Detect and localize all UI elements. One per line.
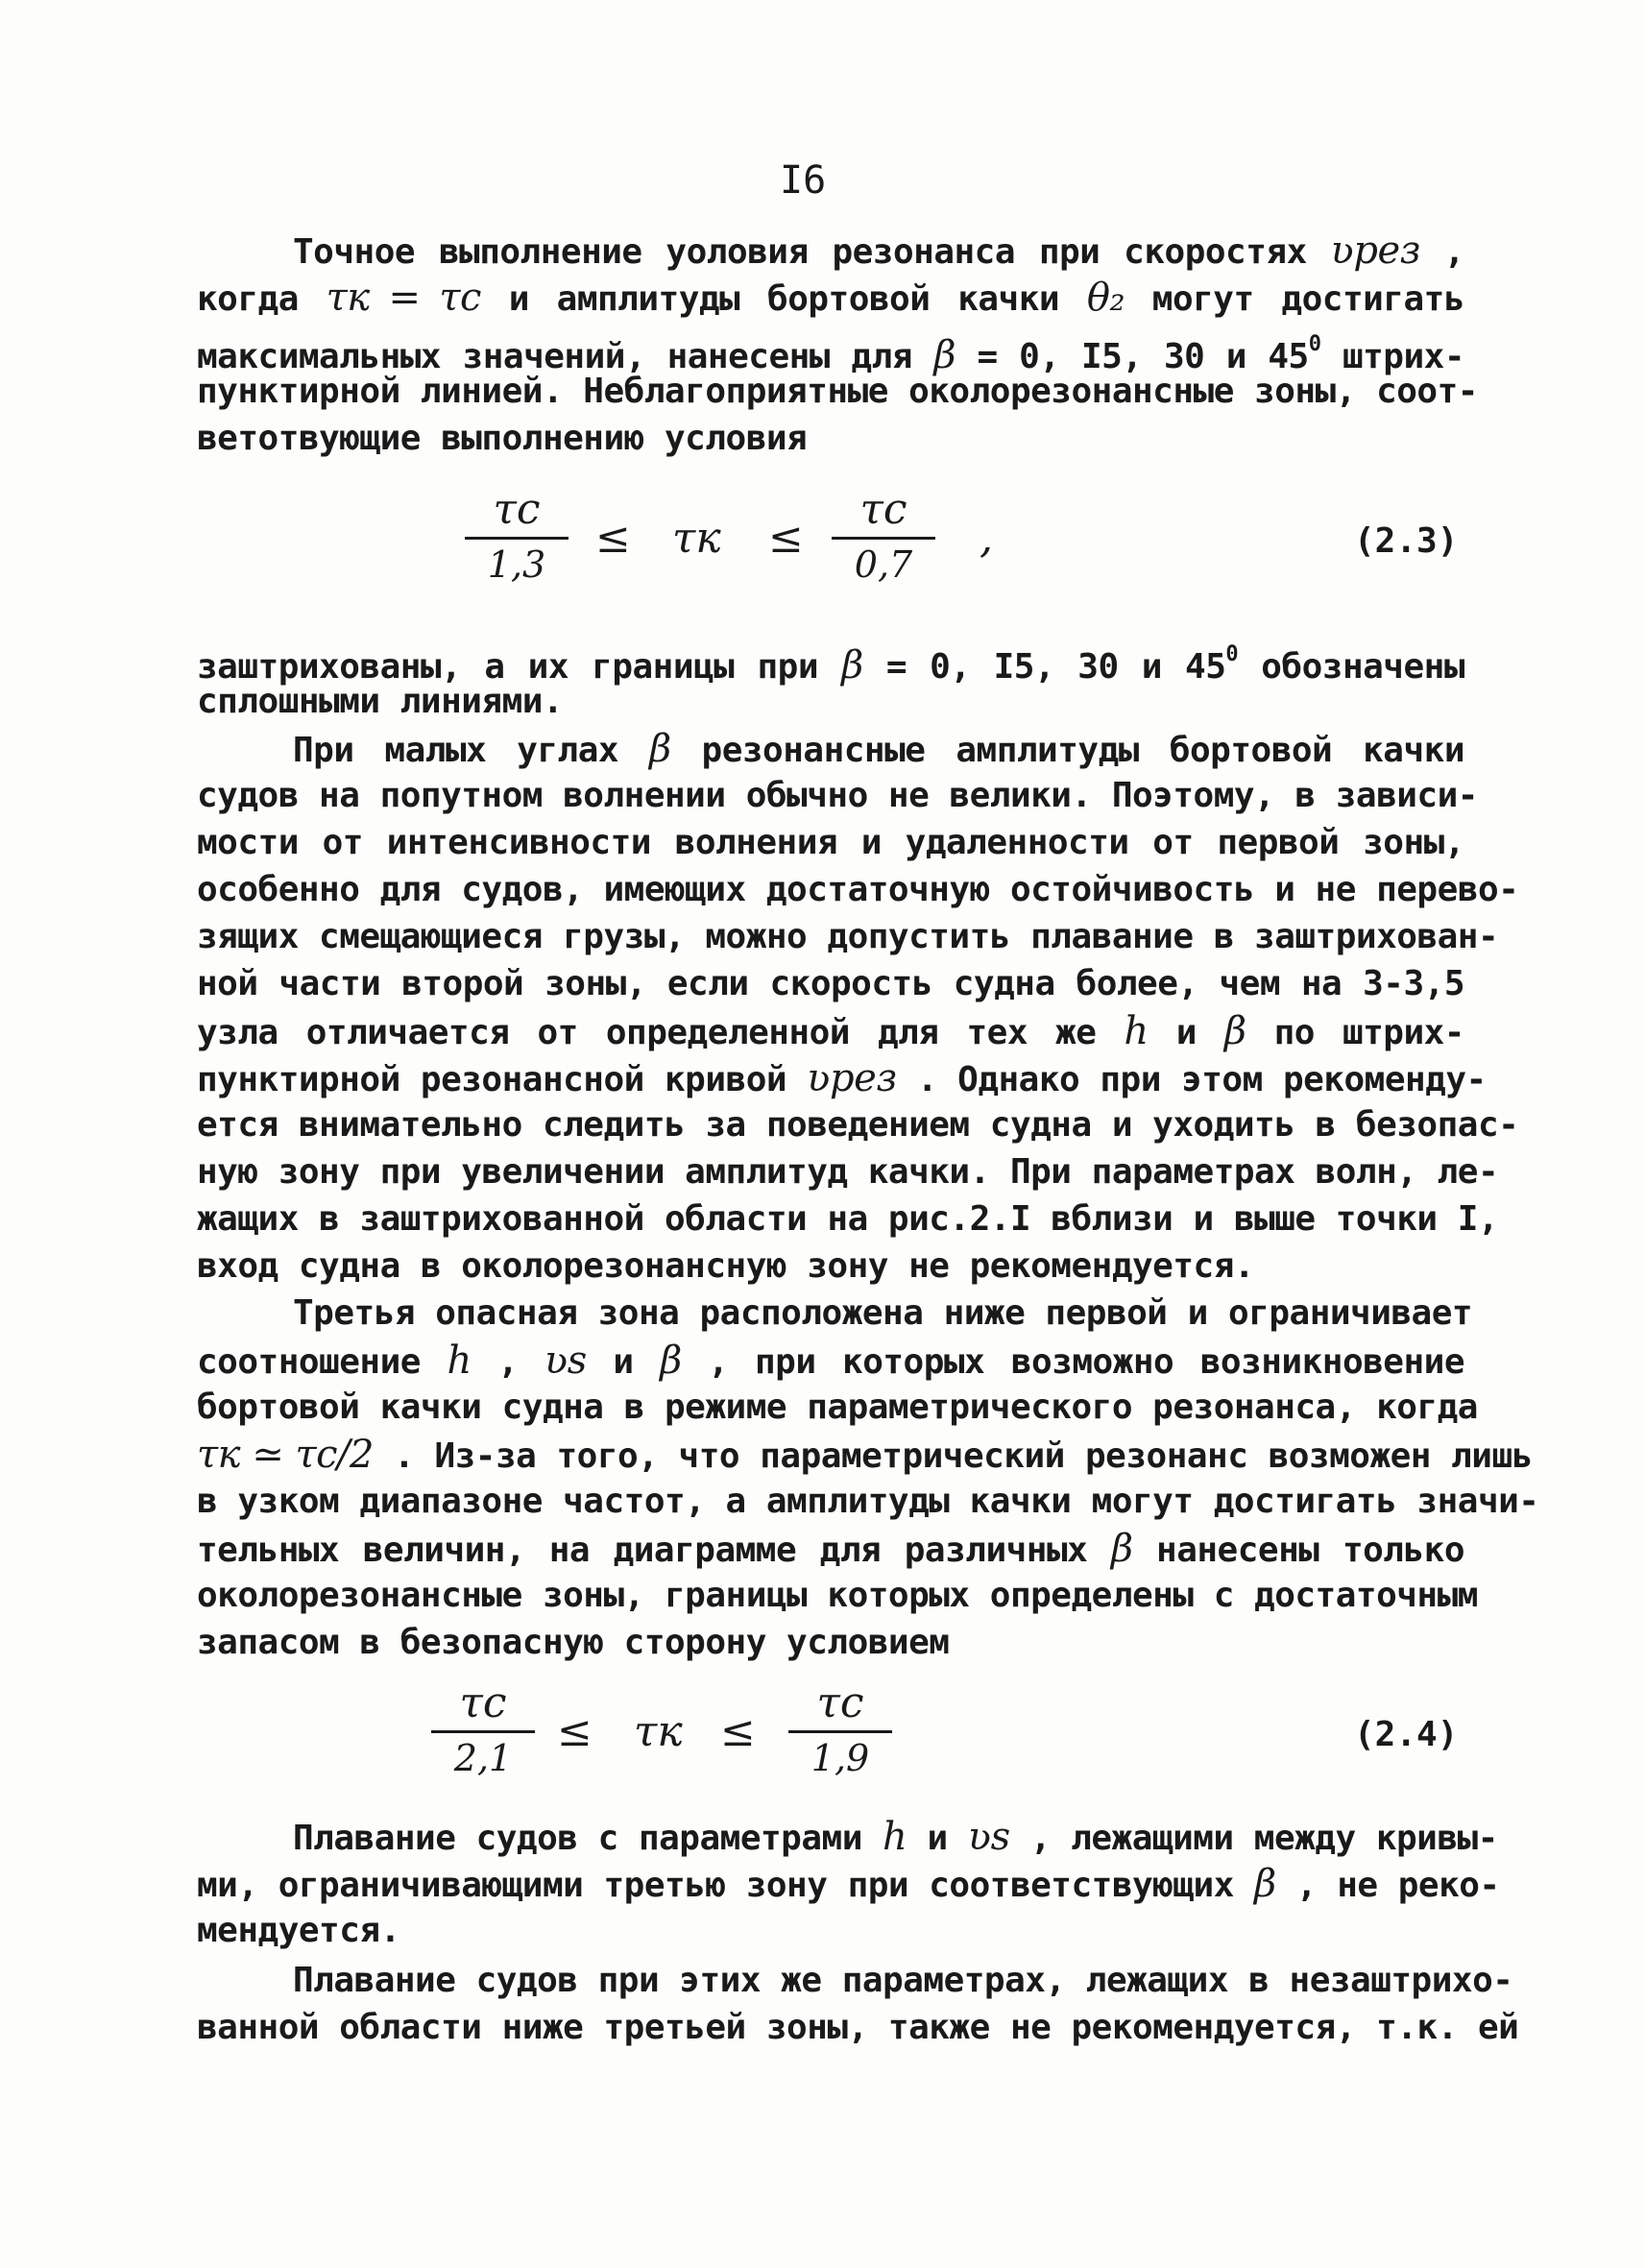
text-line: Плавание судов при этих же параметрах, лежащих в незаштрихо- [293,1961,1513,2000]
text-line: пунктирной резонансной кривой ʋрез . Однако при этом рекоменду- [197,1056,1487,1100]
text-line: тельных величин, на диаграмме для различных β нанесены только [197,1527,1464,1571]
beta-symbol: β [660,1339,682,1383]
fraction-right: τc 1,9 [783,1678,898,1781]
text-line: τк ≃ τс/2 . Из-за того, что параметрический резонанс возможен лишь [197,1433,1533,1477]
text-line: мендуется. [197,1911,400,1950]
velocity-symbol: ʋрез [807,1056,897,1100]
text-line: соотношение h , ʋs и β , при которых возможно возникновение [197,1339,1464,1383]
text-line: максимальных значений, нанесены для β = 0, I5, 30 и $45^0$ штрих- [197,332,1464,377]
text-line: околорезонансные зоны, границы которых определены с достаточным [197,1576,1478,1615]
text-line: Плавание судов с параметрами h и ʋs , лежащими между кривы- [293,1815,1498,1859]
text-line: сплошными линиями. [197,682,564,721]
text-line: ную зону при увеличении амплитуд качки. При параметрах волн, ле- [197,1152,1499,1192]
fraction-left: τc 1,3 [459,485,574,588]
beta-symbol: β [1110,1527,1133,1571]
beta-symbol: β [933,333,956,377]
velocity-symbol: ʋрез [1330,229,1420,273]
theta-symbol: θ₂ [1086,276,1125,320]
beta-symbol: β [649,727,671,771]
equation-2-4: τc 2,1 ≤ τк ≤ τc 1,9 (2.4) [0,1678,1645,1803]
h-symbol: h [1124,1009,1149,1053]
equation-number: (2.3) [1354,521,1459,561]
text-line: жащих в заштрихованной области на рис.2.I вблизи и выше точки I, [197,1199,1499,1239]
equation-2-3: τc 1,3 ≤ τк ≤ τc 0,7 , (2.3) [0,485,1645,610]
text-line: запасом в безопасную сторону условием [197,1623,950,1662]
tau-approx-symbol: τк ≃ τс/2 [197,1433,374,1477]
equation-number: (2.4) [1354,1715,1459,1754]
velocity-symbol: ʋs [967,1815,1010,1859]
text-line: ется внимательно следить за поведением судна и уходить в безопас- [197,1105,1519,1145]
text-line: ветотвующие выполнению условия [197,419,808,458]
tau-k-symbol: τк [672,514,721,563]
velocity-symbol: ʋs [544,1339,587,1383]
text-line: узла отличается от определенной для тех же h и β по штрих- [197,1009,1464,1053]
text-line: ной части второй зоны, если скорость судна более, чем на 3-3,5 [197,964,1464,1003]
h-symbol: h [883,1815,907,1859]
tau-k-symbol: τк [634,1707,683,1756]
fraction-right: τc 0,7 [826,485,941,588]
tau-symbol: τк = τс [326,276,481,320]
fraction-left: τc 2,1 [425,1678,541,1781]
text-line: При малых углах β резонансные амплитуды бортовой качки [293,727,1465,771]
text-line: в узком диапазоне частот, а амплитуды качки могут достигать значи- [197,1482,1539,1521]
text-line: особенно для судов, имеющих достаточную остойчивость и не перево- [197,870,1519,909]
text-line: Третья опасная зона расположена ниже первой и ограничивает [293,1293,1473,1333]
text-line: мости от интенсивности волнения и удаленности от первой зоны, [197,823,1464,862]
text-line: зящих смещающиеся грузы, можно допустить плавание в заштрихован- [197,917,1499,956]
beta-symbol: β [1254,1862,1276,1906]
beta-symbol: β [1223,1009,1246,1053]
text-line: когда τк = τс и амплитуды бортовой качки θ₂ могут достигать [197,276,1464,320]
beta-symbol: β [841,643,863,688]
text-line: заштрихованы, а их границы при β = 0, I5, 30 и $45^0$ обозначены [197,642,1464,688]
page-number: I6 [780,158,827,203]
text-line: ми, ограничивающими третью зону при соответствующих β , не реко- [197,1862,1500,1906]
text-line: Точное выполнение уоловия резонанса при скоростях ʋрез , [293,229,1464,273]
text-line: бортовой качки судна в режиме параметрического резонанса, когда [197,1387,1478,1427]
h-symbol: h [447,1339,472,1383]
text-line: ванной области ниже третьей зоны, также не рекомендуется, т.к. ей [197,2008,1519,2047]
text-line: судов на попутном волнении обычно не велики. Поэтому, в зависи- [197,776,1478,815]
text-line: пунктирной линией. Неблагоприятные околорезонансные зоны, соот- [197,372,1478,411]
text-line: вход судна в околорезонансную зону не рекомендуется. [197,1246,1255,1286]
